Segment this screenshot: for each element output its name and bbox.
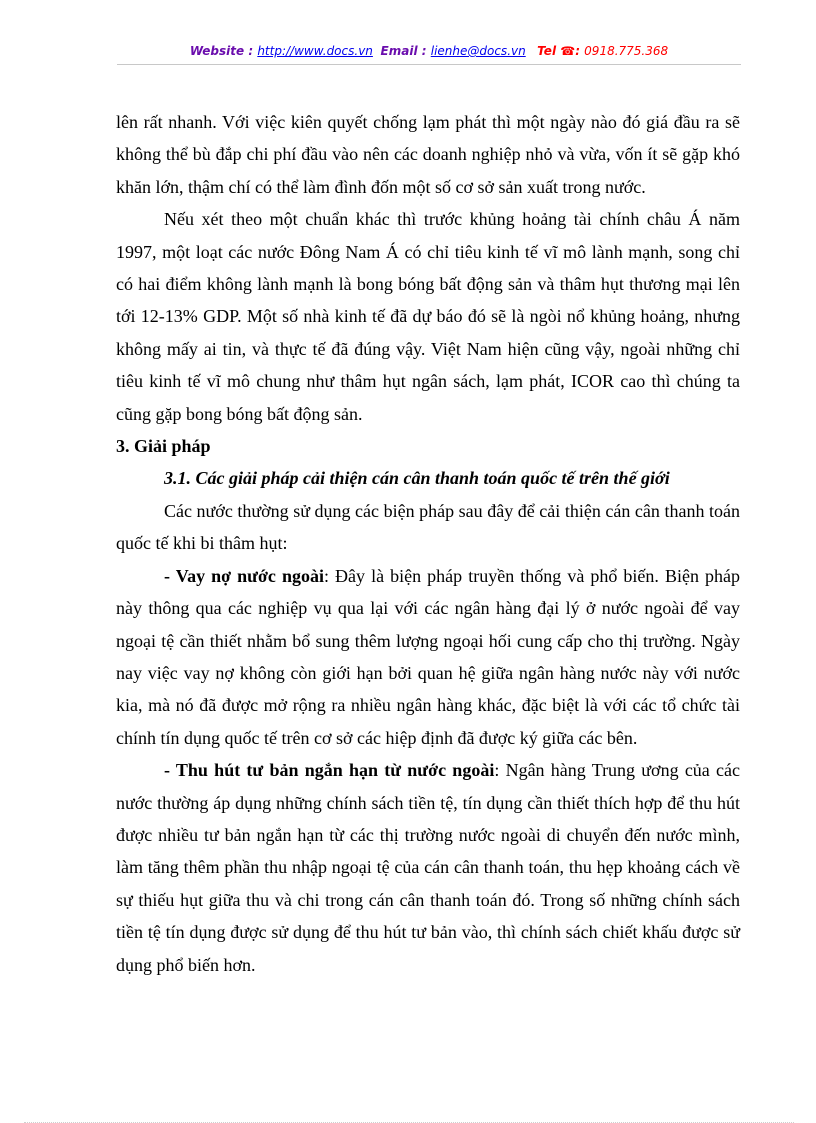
website-link[interactable]: http://www.docs.vn bbox=[257, 44, 373, 58]
header-divider bbox=[117, 64, 741, 65]
website-label: Website : bbox=[189, 44, 258, 58]
page-header bbox=[117, 44, 741, 58]
section-heading: 3. Giải pháp bbox=[116, 436, 211, 457]
email-label: Email bbox=[380, 44, 418, 58]
paragraph-3: Các nước thường sử dụng các biện pháp sau đây để cải thiện cán cân thanh toán quốc tế khi bi thâm hụt: bbox=[116, 500, 740, 554]
document-body bbox=[116, 106, 740, 981]
paragraph-4 bbox=[116, 560, 740, 754]
tel-label: Tel ☎: bbox=[537, 44, 585, 58]
paragraph-4-text: : Đây là biện pháp truyền thống và phổ biến. Biện pháp này thông qua các nghiệp vụ qua lại với các ngân hàng đại lý ở nước ngoài để vay ngoại tệ cần thiết nhằm bổ sung thêm lượng ngoại hối cung cấp cho thị trường. Ngày nay việc vay nợ không còn giới hạn bởi quan hệ giữa ngân hàng nước này với nước kia, mà nó đã được mở rộng ra nhiều ngân hàng khác, đặc biệt là với các tổ chức tài chính tín dụng quốc tế trên cơ sở các hiệp định đã được ký giữa các bên. bbox=[116, 565, 740, 748]
email-separator: : bbox=[417, 44, 431, 58]
paragraph-5-text: : Ngân hàng Trung ương của các nước thường áp dụng những chính sách tiền tệ, tín dụng cần thiết thích hợp để thu hút được nhiều tư bản ngắn hạn từ các thị trường nước ngoài di chuyển đến nước mình, làm tăng thêm phần thu nhập ngoại tệ của cán cân thanh toán, thu hẹp khoảng cách về sự thiếu hụt giữa thu và chi trong cán cân thanh toán đó. Trong số những chính sách tiền tệ tín dụng được sử dụng để thu hút tư bản vào, thì chính sách chiết khấu được sử dụng phổ biến hơn. bbox=[116, 760, 741, 975]
paragraph-1: lên rất nhanh. Với việc kiên quyết chống lạm phát thì một ngày nào đó giá đầu ra sẽ không thể bù đắp chi phí đầu vào nên các doanh nghiệp nhỏ và vừa, vốn ít sẽ gặp khó khăn lớn, thậm chí có thể làm đình đốn một số cơ sở sản xuất trong nước. bbox=[116, 112, 740, 197]
paragraph-2: Nếu xét theo một chuẩn khác thì trước khủng hoảng tài chính châu Á năm 1997, một loạt các nước Đông Nam Á có chỉ tiêu kinh tế vĩ mô lành mạnh, song chỉ có hai điểm không lành mạnh là bong bóng bất động sản và thâm hụt thương mại lên tới 12-13% GDP. Một số nhà kinh tế đã dự báo đó sẽ là ngòi nổ khủng hoảng, nhưng không mấy ai tin, và thực tế đã đúng vậy. Việt Nam hiện cũng vậy, ngoài những chỉ tiêu kinh tế vĩ mô chung như thâm hụt ngân sách, lạm phát, ICOR cao thì chúng ta cũng gặp bong bóng bất động sản. bbox=[116, 209, 740, 424]
paragraph-4-lead: - Vay nợ nước ngoài bbox=[164, 565, 324, 586]
subsection-heading: 3.1. Các giải pháp cải thiện cán cân thanh toán quốc tế trên thế giới bbox=[164, 468, 670, 489]
tel-number: 0918.775.368 bbox=[584, 44, 669, 58]
paragraph-5-lead: - Thu hút tư bản ngắn hạn từ nước ngoài bbox=[164, 760, 495, 781]
email-link[interactable]: lienhe@docs.vn bbox=[430, 44, 526, 58]
paragraph-5 bbox=[116, 754, 740, 981]
